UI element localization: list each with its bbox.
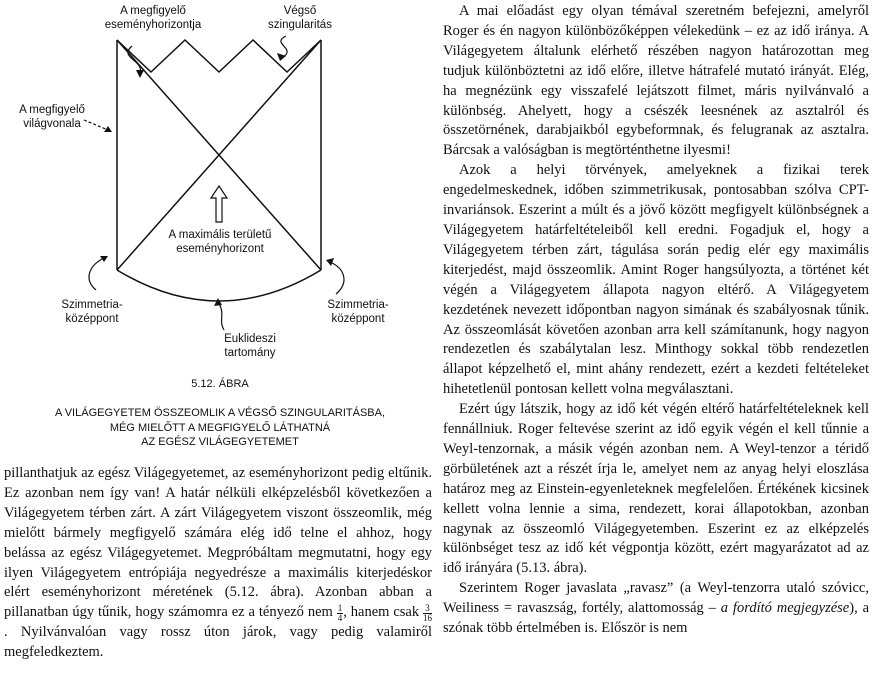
figure-title-line3: AZ EGÉSZ VILÁGEGYETEMET bbox=[141, 436, 299, 448]
fraction-three-sixteenths bbox=[423, 604, 432, 623]
right-paragraph-1: A mai előadást egy olyan témával szeretném befejezni, amelyről Roger és én nagyon különbözőképpen vélekedünk – ez az idő iránya. A Világegyetem általunk elérhető részében nagyon határozottan meg tudjuk különböztetni az idő előre, illetve hátrafelé mutató irányát. Elég, ha megnézünk egy visszafelé lejátszott filmet, máris nyilvánvaló a különbség. Ahelyett, hogy a csészék leesnének az asztalról és összetörnének, darabjaikból egybeformnak, és felugranak az asztalra. Bárcsak a valóságban is megtörténthetne ilyesmi! bbox=[443, 3, 869, 159]
final-singularity-label-line1: Végső bbox=[283, 5, 317, 17]
right-paragraph-3: Ezért úgy látszik, hogy az idő két végén eltérő határfeltételeknek kell fennállniuk. Roger feltevése szerint az idő egyik végén el kell tűnnie a Weyl-tenzornak, a másik végén azonban nem. A Weyl-tenzor a téridő görbületének azt a részét írja le, amelyet nem az anyag helyi eloszlása határoz meg az Einstein-egyenleteknek megfelelően. Értékének kicsinek kellett volna lennie a sima, rendezett, korai állapotokban, azonban nagynak az összeomló Világegyetemben. Eszerint ez az elképzelés különbséget tesz az idő két végpontja között, ezért magyarázatot ad az idő irányára (5.13. ábra). bbox=[443, 401, 869, 577]
left-text-c: . Nyilvánvalóan vagy rossz úton járok, vagy pedig valamiről megfeledkeztem. bbox=[4, 624, 432, 661]
final-singularity-line bbox=[117, 40, 321, 72]
euclidean-region-arc bbox=[117, 270, 321, 301]
event-horizon-label-line2: eseményhorizontja bbox=[104, 19, 202, 31]
max-horizon-label-line1: A maximális területű bbox=[168, 229, 272, 241]
left-text-a: pillanthatjuk az egész Világegyetemet, az eseményhorizont pedig eltűnik. Ez azonban nem így van! A határ nélküli elképzelésből következően a Világegyetem térben zárt. A zárt Világegyetem viszont összeomlik, még mielőtt bármely megfigyelő számára elég idő telne el ahhoz, hogy belássa az egész Világegyetemet. Megpróbáltam megmutatni, hogy egy ilyen Világegyetem entrópiája negyedrésze a maximális kiterjedéskor elért eseményhorizont méretének (5.12. ábra). Azonban abban a pillanatban úgy tűnik, hogy számomra ez a tényező nem bbox=[4, 465, 432, 621]
right-paragraph-4 bbox=[443, 579, 869, 639]
world-line-label-line1: A megfigyelő bbox=[19, 104, 85, 116]
symmetry-left-label-line1: Szimmetria- bbox=[61, 299, 123, 311]
left-column-text bbox=[4, 464, 432, 663]
final-singularity-label-line2: szingularitás bbox=[268, 19, 332, 31]
euclidean-arrow bbox=[218, 302, 224, 330]
right-paragraph-2: Azok a helyi törvények, amelyeknek a fizikai terek engedelmeskednek, időben szimmetrikusak, pontosabban szólva CPT-invariánsok. Eszerint a múlt és a jövő között megfigyelt különbségnek a Világegyetem határfeltételeiből kell eredni. Fogadjuk el, hogy a Világegyetem térben zárt, tágulása során pedig elér egy maximális kiterjedést, majd összeomlik. Amint Roger hangsúlyozta, a történet két végén a Világegyetem állapota nagyon eltérő. A Világegyetem kezdetének nevezett időpontban nagyon simának és szabályosnak tűnik. Az összeomlását követően azonban arra kell számítanunk, hogy nagyon rendezetlen és szabálytalan lesz. Minthogy sokkal több rendezetlen állapot képzelhető el, mint ahány rendezett, ezért a kezdeti feltételeket hihetetlenül pontosan kellett volna megválasztani. bbox=[443, 162, 869, 398]
figure-number: 5.12. ÁBRA bbox=[191, 378, 249, 390]
max-horizon-label-line2: eseményhorizont bbox=[176, 243, 264, 255]
figure-title-line1: A VILÁGEGYETEM ÖSSZEOMLIK A VÉGSŐ SZINGULARITÁSBA, bbox=[54, 407, 386, 419]
penrose-diagram-figure bbox=[0, 0, 440, 462]
event-horizon-label-line1: A megfigyelő bbox=[120, 5, 186, 17]
max-horizon-label bbox=[160, 228, 280, 256]
translator-note: a fordító megjegyzése bbox=[720, 600, 850, 617]
world-line-label bbox=[12, 103, 92, 131]
left-text-b: , hanem csak bbox=[343, 604, 420, 621]
fraction-1-numerator: 1 bbox=[337, 602, 343, 613]
right-paragraph-4-part-a: Szerintem Roger javaslata „ravasz” (a Weyl-tenzorra utaló szóvicc, Weiliness = ravaszság, fortély, alattomosság – bbox=[443, 580, 869, 617]
symmetry-right-arrow bbox=[330, 262, 344, 294]
fraction-1-denominator: 4 bbox=[337, 612, 343, 623]
symmetry-right-label-line2: középpont bbox=[331, 313, 385, 325]
symmetry-left-label bbox=[52, 298, 132, 326]
euclidean-label-line2: tartomány bbox=[224, 347, 276, 359]
final-singularity-label bbox=[260, 4, 340, 32]
left-paragraph bbox=[4, 464, 432, 663]
figure-title bbox=[10, 406, 430, 450]
right-paragraph-4-part-c: ), a szónak több értelmében is. Először is nem bbox=[443, 600, 870, 637]
euclidean-label-line1: Euklideszi bbox=[224, 333, 276, 345]
world-line-label-line2: világvonala bbox=[23, 118, 81, 130]
symmetry-left-arrow bbox=[89, 258, 104, 290]
max-horizon-arrow bbox=[211, 186, 227, 222]
symmetry-right-label bbox=[318, 298, 398, 326]
figure-title-line2: MÉG MIELŐTT A MEGFIGYELŐ LÁTHATNÁ bbox=[109, 421, 331, 434]
symmetry-left-label-line2: középpont bbox=[65, 313, 119, 325]
event-horizon-label bbox=[98, 4, 208, 32]
right-column-text bbox=[443, 2, 869, 639]
euclidean-label bbox=[210, 332, 290, 360]
fraction-2-denominator: 16 bbox=[423, 612, 433, 623]
fraction-2-numerator: 3 bbox=[423, 604, 432, 614]
symmetry-right-label-line1: Szimmetria- bbox=[327, 299, 389, 311]
